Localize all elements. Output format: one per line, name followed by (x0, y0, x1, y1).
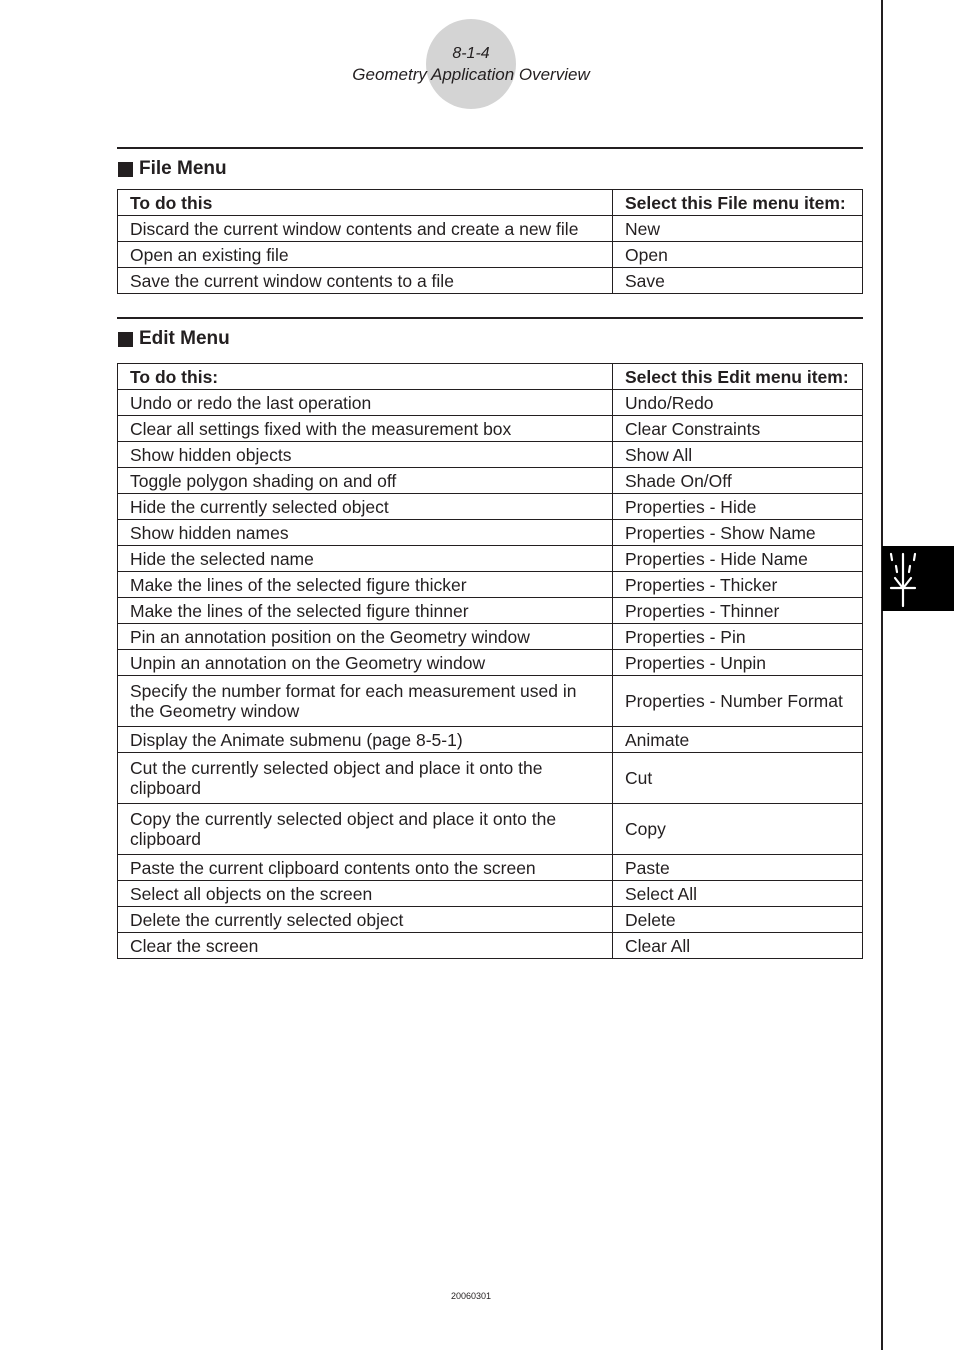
geometry-chapter-icon (888, 550, 918, 608)
table-row (118, 268, 863, 294)
table-row (118, 494, 863, 520)
menu-item-cell: Properties - Pin (613, 624, 863, 650)
menu-item-cell: Properties - Thinner (613, 598, 863, 624)
action-cell: Show hidden names (118, 520, 613, 546)
action-cell: Open an existing file (118, 242, 613, 268)
menu-item-cell: Save (613, 268, 863, 294)
table-row (118, 855, 863, 881)
file-menu-rule (117, 147, 863, 149)
menu-item-cell: Properties - Unpin (613, 650, 863, 676)
page-number: 8-1-4 (452, 45, 490, 62)
action-cell: Clear the screen (118, 933, 613, 959)
action-cell: Cut the currently selected object and place it onto the clipboard (118, 753, 613, 804)
action-cell: Display the Animate submenu (page 8-5-1) (118, 727, 613, 753)
action-cell: Undo or redo the last operation (118, 390, 613, 416)
table-row (118, 390, 863, 416)
action-cell: Hide the currently selected object (118, 494, 613, 520)
menu-item-cell: Shade On/Off (613, 468, 863, 494)
action-cell: Pin an annotation position on the Geometry window (118, 624, 613, 650)
action-cell: Make the lines of the selected figure thinner (118, 598, 613, 624)
column-header: Select this File menu item: (613, 190, 863, 216)
table-row (118, 727, 863, 753)
action-cell: Delete the currently selected object (118, 907, 613, 933)
menu-item-cell: Properties - Show Name (613, 520, 863, 546)
edit-menu-table (117, 363, 863, 959)
menu-item-cell: Copy (613, 804, 863, 855)
margin-rule (881, 0, 883, 1350)
table-row (118, 624, 863, 650)
menu-item-cell: Properties - Number Format (613, 676, 863, 727)
menu-item-cell: Undo/Redo (613, 390, 863, 416)
table-header-row (118, 364, 863, 390)
table-header-row (118, 190, 863, 216)
action-cell: Save the current window contents to a file (118, 268, 613, 294)
menu-item-cell: New (613, 216, 863, 242)
menu-item-cell: Clear All (613, 933, 863, 959)
table-row (118, 416, 863, 442)
menu-item-cell: Delete (613, 907, 863, 933)
page-number-circle (426, 19, 516, 109)
table-row (118, 546, 863, 572)
table-row (118, 881, 863, 907)
table-row (118, 676, 863, 727)
action-cell: Clear all settings fixed with the measurement box (118, 416, 613, 442)
action-cell: Discard the current window contents and create a new file (118, 216, 613, 242)
table-row (118, 242, 863, 268)
menu-item-cell: Clear Constraints (613, 416, 863, 442)
action-cell: Make the lines of the selected figure thicker (118, 572, 613, 598)
table-row (118, 598, 863, 624)
table-row (118, 907, 863, 933)
action-cell: Paste the current clipboard contents onto the screen (118, 855, 613, 881)
action-cell: Specify the number format for each measurement used in the Geometry window (118, 676, 613, 727)
square-bullet-icon (118, 332, 133, 347)
menu-item-cell: Open (613, 242, 863, 268)
action-cell: Copy the currently selected object and place it onto the clipboard (118, 804, 613, 855)
menu-item-cell: Select All (613, 881, 863, 907)
menu-item-cell: Properties - Hide Name (613, 546, 863, 572)
table-row (118, 804, 863, 855)
print-code: 20060301 (450, 1291, 492, 1301)
table-row (118, 650, 863, 676)
table-row (118, 216, 863, 242)
column-header: To do this (118, 190, 613, 216)
action-cell: Unpin an annotation on the Geometry window (118, 650, 613, 676)
menu-item-cell: Paste (613, 855, 863, 881)
action-cell: Show hidden objects (118, 442, 613, 468)
edit-menu-heading (118, 328, 230, 350)
file-menu-heading (118, 158, 227, 180)
action-cell: Select all objects on the screen (118, 881, 613, 907)
file-menu-table (117, 189, 863, 294)
page-subtitle: Geometry Application Overview (352, 65, 590, 84)
table-row (118, 753, 863, 804)
table-row (118, 468, 863, 494)
menu-item-cell: Cut (613, 753, 863, 804)
table-row (118, 572, 863, 598)
menu-item-cell: Properties - Hide (613, 494, 863, 520)
table-row (118, 442, 863, 468)
menu-item-cell: Animate (613, 727, 863, 753)
chapter-tab (882, 546, 954, 611)
square-bullet-icon (118, 162, 133, 177)
action-cell: Hide the selected name (118, 546, 613, 572)
menu-item-cell: Show All (613, 442, 863, 468)
edit-menu-rule (117, 317, 863, 319)
table-row (118, 520, 863, 546)
column-header: To do this: (118, 364, 613, 390)
menu-item-cell: Properties - Thicker (613, 572, 863, 598)
table-row (118, 933, 863, 959)
file-menu-title: File Menu (139, 158, 227, 179)
action-cell: Toggle polygon shading on and off (118, 468, 613, 494)
edit-menu-title: Edit Menu (139, 328, 230, 349)
column-header: Select this Edit menu item: (613, 364, 863, 390)
